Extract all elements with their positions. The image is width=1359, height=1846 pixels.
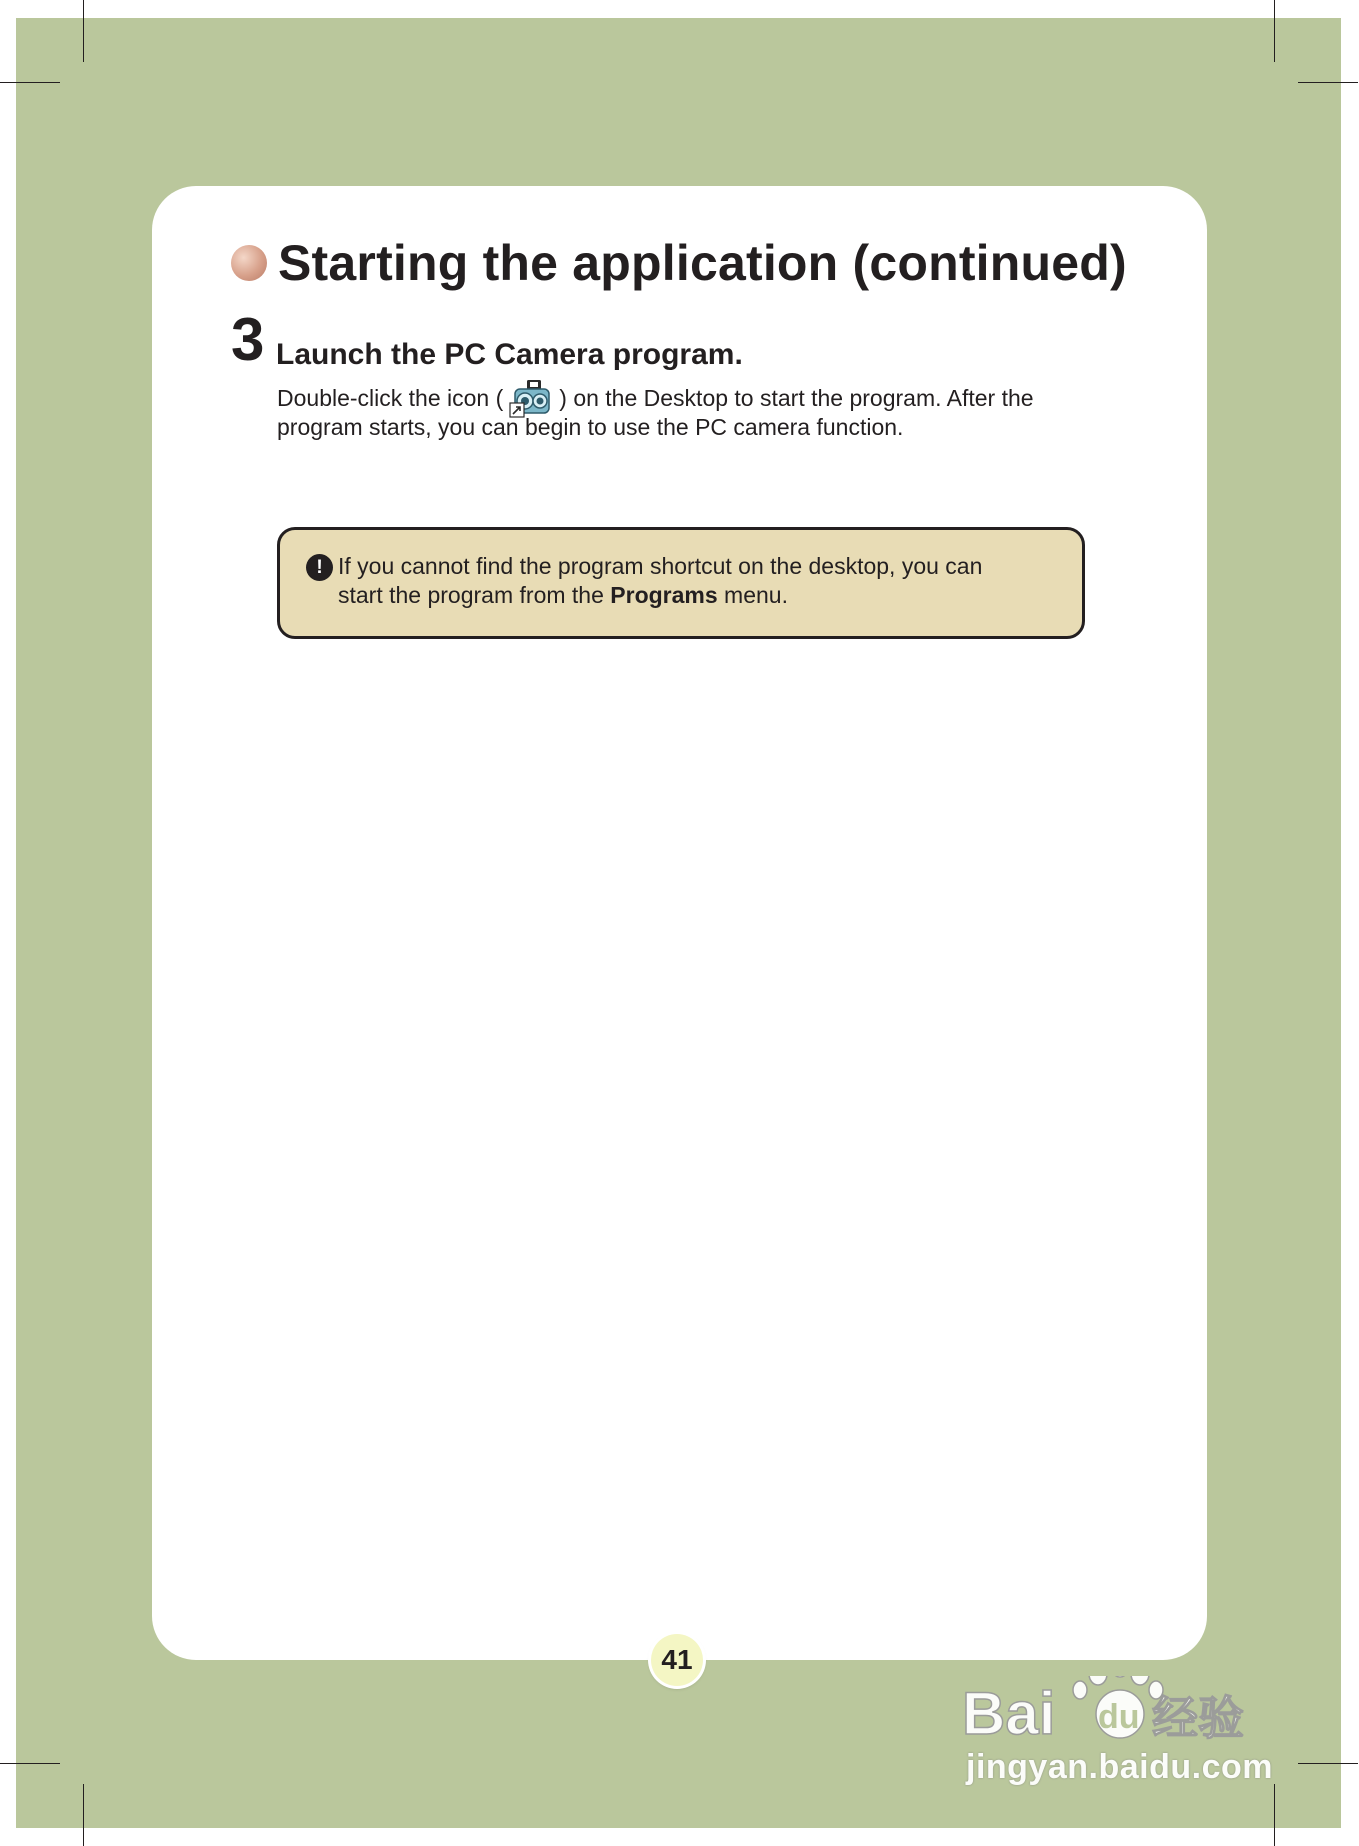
crop-mark [0,1763,60,1764]
step-description-line-2: program starts, you can begin to use the PC camera function. [277,414,904,440]
crop-mark [83,1784,84,1846]
exclamation-icon: ! [306,554,333,581]
note-callout [277,527,1085,639]
baidu-logo [960,1676,1280,1746]
note-line-2-prefix: start the program from the [338,582,611,608]
note-line-2-suffix: menu. [717,582,788,608]
crop-mark [0,82,60,83]
note-line-1: If you cannot find the program shortcut on the desktop, you can [338,553,983,579]
crop-mark [1274,0,1275,62]
svg-text:Bai: Bai [962,1680,1056,1746]
step-description-line-1 [277,384,1097,413]
programs-menu-label: Programs [610,582,718,608]
watermark-url: jingyan.baidu.com [966,1748,1273,1786]
bullet-icon [231,245,267,281]
step-text-after-icon: ) on the Desktop to start the program. After the [559,385,1034,411]
svg-text:经验: 经验 [1152,1691,1244,1745]
page-number: 41 [651,1634,703,1686]
crop-mark [83,0,84,62]
crop-mark [1298,1763,1358,1764]
baidu-watermark [960,1640,1290,1790]
note-line-2 [338,581,1068,610]
section-heading [231,235,1127,291]
step-text-before-icon: Double-click the icon ( [277,385,504,411]
svg-text:du: du [1098,1698,1140,1736]
crop-mark [1298,82,1358,83]
step-title: Launch the PC Camera program. [276,338,743,371]
step-description [277,384,1097,442]
section-title: Starting the application (continued) [278,235,1127,291]
crop-mark [1274,1784,1275,1846]
note-text [338,552,1068,610]
step-number: 3 [231,306,265,373]
